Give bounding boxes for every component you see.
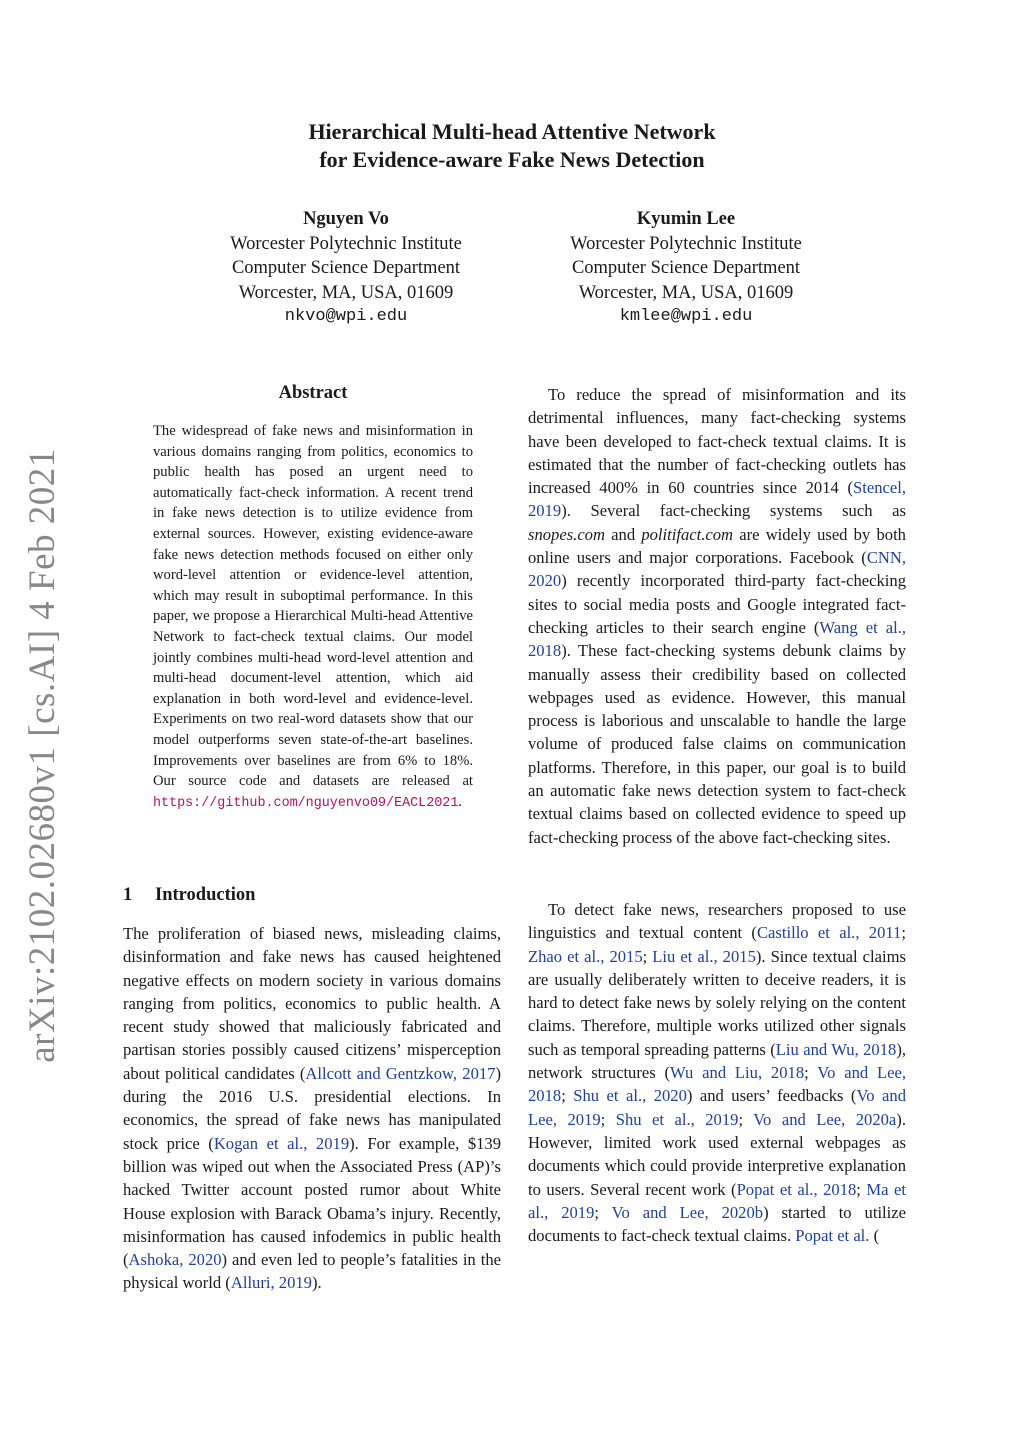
citation-link[interactable]: Wang et al., 2018 xyxy=(528,617,906,661)
title-line-2: for Evidence-aware Fake News Detection xyxy=(319,147,705,172)
abstract-body-text: The widespread of fake news and misinformation in various domains ranging from politics, economics to public health has posed an urgent need to automatically fact-check information. A recent trend in fake news detection is to utilize evidence from external sources. However, existing evidence-aware fake news detection methods focused on either only word-level attention or evidence-level attention, which may result in suboptimal performance. In this paper, we propose a Hierarchical Multi-head Attentive Network to fact-check textual claims. Our model jointly combines multi-head word-level attention and multi-head document-level attention, which aid explanation in both word-level and evidence-level. Experiments on two real-word datasets show that our model outperforms seven state-of-the-art baselines. Improvements over baselines are from 6% to 18%. Our source code and datasets are released at xyxy=(153,423,473,790)
author-block-1 xyxy=(196,207,496,330)
text-span: ). Several fact-checking systems such as xyxy=(561,501,906,521)
citation-link[interactable]: Ma et al., 2019 xyxy=(528,1179,906,1222)
text-span: are widely used by both online users and major corporations. Facebook ( xyxy=(528,524,906,568)
citation-link[interactable]: Popat et al., 2018 xyxy=(736,1179,857,1199)
section-number: 1 xyxy=(123,885,133,905)
author-name: Nguyen Vo xyxy=(303,209,389,229)
author-department: Computer Science Department xyxy=(231,258,461,278)
citation-link[interactable]: Vo and Lee, 2020b xyxy=(611,1202,764,1222)
text-span: ), network structures ( xyxy=(528,1039,906,1083)
site-name: politifact.com xyxy=(641,524,734,544)
text-span: ) started to utilize documents to fact-check textual claims. xyxy=(528,1202,907,1246)
citation-link[interactable]: Vo and Lee, 2019 xyxy=(528,1086,907,1129)
intro-paragraph-2 xyxy=(528,383,906,849)
abstract-heading: Abstract xyxy=(278,383,348,403)
text-span: ). Since textual claims are usually deliberately written to deceive readers, it is hard to detect fake news by solely relying on the content claims. Therefore, multiple works utilized other signals such as temporal spreading patterns ( xyxy=(528,946,906,1059)
arxiv-sidebar xyxy=(18,447,66,1063)
text-span: ; xyxy=(600,1109,616,1129)
citation-link[interactable]: Popat et al. xyxy=(795,1226,870,1246)
citation-link[interactable]: Shu et al., 2019 xyxy=(615,1109,739,1129)
text-span: ; xyxy=(642,946,653,966)
text-span: and xyxy=(604,524,642,544)
text-span: ; xyxy=(804,1063,818,1083)
author-name: Kyumin Lee xyxy=(636,209,736,229)
citation-link[interactable]: Kogan et al., 2019 xyxy=(213,1133,350,1153)
author-email[interactable]: kmlee@wpi.edu xyxy=(619,307,753,326)
citation-link[interactable]: Castillo et al., 2011 xyxy=(756,923,902,943)
author-address: Worcester, MA, USA, 01609 xyxy=(578,282,794,303)
section-heading-introduction xyxy=(123,885,255,906)
site-name: snopes.com xyxy=(528,524,605,544)
citation-link[interactable]: Shu et al., 2020 xyxy=(573,1086,687,1106)
citation-link[interactable]: Stencel, 2019 xyxy=(528,478,906,521)
abstract-end: . xyxy=(458,793,463,810)
text-span: ) recently incorporated third-party fact-checking sites to social media posts and Google integrated fact-checking articles to their search engine ( xyxy=(528,571,906,637)
text-span: ) and even led to people’s fatalities in the physical world ( xyxy=(123,1250,501,1293)
author-department: Computer Science Department xyxy=(571,258,801,278)
author-institution: Worcester Polytechnic Institute xyxy=(230,233,462,254)
text-span: To reduce the spread of misinformation and its detrimental influences, many fact-checking systems have been developed to fact-check textual claims. It is estimated that the number of fact-checking outlets has increased 400% in 60 countries since 2014 ( xyxy=(528,385,906,498)
text-span: The proliferation of biased news, misleading claims, disinformation and fake news has caused heightened negative effects on modern society in various domains ranging from politics, economics to public health. A recent study showed that maliciously fabricated and partisan stories possibly caused citizens’ misperception about political candidates ( xyxy=(123,924,501,1083)
text-span: ). xyxy=(311,1273,322,1293)
text-span: ( xyxy=(869,1226,880,1246)
text-span: To detect fake news, researchers proposed to use linguistics and textual content ( xyxy=(528,900,906,943)
text-span: ; xyxy=(901,923,906,943)
text-span: ; xyxy=(594,1202,612,1222)
citation-link[interactable]: Liu and Wu, 2018 xyxy=(775,1039,897,1059)
author-address: Worcester, MA, USA, 01609 xyxy=(238,282,454,303)
citation-link[interactable]: Vo and Lee, 2018 xyxy=(528,1063,906,1106)
intro-paragraph-1 xyxy=(123,922,501,1295)
author-institution: Worcester Polytechnic Institute xyxy=(570,233,802,254)
intro-paragraph-3 xyxy=(528,898,906,1247)
text-span: ) and users’ feedbacks ( xyxy=(686,1086,857,1106)
paper-title xyxy=(0,118,1024,174)
abstract-text xyxy=(153,421,473,814)
citation-link[interactable]: Vo and Lee, 2020a xyxy=(753,1109,897,1129)
text-span: ). These fact-checking systems debunk claims by manually assess their credibility based on collected webpages used as evidence. However, this manual process is laborious and unscalable to handle the large volume of produced false claims on communication platforms. Therefore, in this paper, our goal is to build an automatic fake news detection system to fact-check textual claims based on collected evidence to speed up fact-checking process of the above fact-checking sites. xyxy=(528,641,906,847)
text-span: ). However, limited work used external webpages as documents which could provide interpretive explanation to users. Several recent work ( xyxy=(528,1109,906,1199)
citation-link[interactable]: CNN, 2020 xyxy=(528,548,906,591)
text-span: ; xyxy=(856,1179,867,1199)
arxiv-identifier: arXiv:2102.02680v1 [cs.AI] 4 Feb 2021 xyxy=(21,447,63,1063)
author-email[interactable]: nkvo@wpi.edu xyxy=(284,307,408,326)
text-span: ; xyxy=(738,1109,754,1129)
citation-link[interactable]: Zhao et al., 2015 xyxy=(528,946,643,966)
citation-link[interactable]: Allcott and Gentzkow, 2017 xyxy=(305,1063,496,1083)
text-span: ) during the 2016 U.S. presidential elections. In economics, the spread of fake news has manipulated stock price ( xyxy=(123,1063,501,1153)
citation-link[interactable]: Wu and Liu, 2018 xyxy=(670,1063,805,1083)
section-title: Introduction xyxy=(155,885,256,905)
citation-link[interactable]: Ashoka, 2020 xyxy=(128,1250,222,1270)
text-span: ; xyxy=(561,1086,574,1106)
citation-link[interactable]: Liu et al., 2015 xyxy=(652,946,756,966)
author-block-2 xyxy=(536,207,836,330)
citation-link[interactable]: Alluri, 2019 xyxy=(230,1273,312,1293)
code-link[interactable]: https://github.com/nguyenvo09/EACL2021 xyxy=(153,795,459,811)
title-line-1: Hierarchical Multi-head Attentive Network xyxy=(308,119,716,144)
text-span: ). For example, $139 billion was wiped out when the Associated Press (AP)’s hacked Twitter account posted rumor about White House explosion with Barack Obama’s injury. Recently, misinformation has caused infodemics in public health ( xyxy=(123,1133,502,1270)
